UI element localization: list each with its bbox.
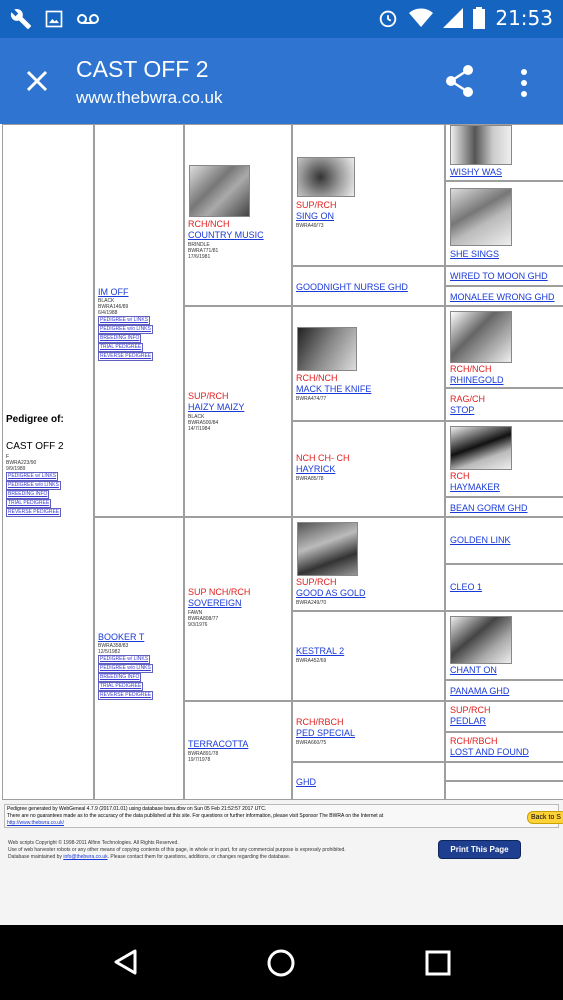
ancestor-cell [445,564,563,611]
sire-name-link[interactable]: IM OFF [98,287,129,297]
dog-name-link[interactable]: GOODNIGHT NURSE GHD [296,282,408,292]
reverse-pedigree-link[interactable]: REVERSE PEDIGREE [100,692,152,699]
maintained-prefix: Database maintained by [8,854,62,860]
status-bar [0,0,563,38]
dog-title: RCH/NCH [450,364,492,374]
dam-date: 12/5/1982 [98,649,121,655]
print-page-button[interactable]: Print This Page [438,840,521,859]
ancestor-cell [445,286,563,306]
web-content [0,124,563,925]
dog-title: SUP/RCH [296,200,337,210]
dog-date: 17/6/1981 [188,254,211,260]
great-grandparent-cell [292,124,445,266]
dog-reg: BWRA85/78 [296,476,324,482]
generated-line: Pedigree generated by WebGeneal 4.7.9 (2017.01.01) using database bwra.dbw on Sun 05 Feb 21:52:57 2017 UTC. [7,806,267,812]
dog-reg: BWRA500/84 [188,420,219,426]
dog-name-link[interactable]: PED SPECIAL [296,728,356,738]
ancestor-cell [445,497,563,517]
alarm-icon [377,7,399,29]
subject-date: 9/9/1989 [6,466,26,472]
great-grandparent-cell [292,611,445,701]
subject-cell [2,124,94,800]
dog-name-link[interactable]: BEAN GORM GHD [450,503,528,513]
dog-title: RCH [450,471,470,481]
great-grandparent-cell [292,517,445,611]
dog-name-link[interactable]: HAYRICK [296,464,336,474]
sire-cell [94,124,184,517]
great-grandparent-cell [292,306,445,421]
dog-title: NCH CH- CH [296,453,350,463]
wifi-icon [409,8,433,28]
breeding-info-link[interactable]: BREEDING INFO [8,491,48,498]
dog-name-link[interactable]: SOVEREIGN [188,598,242,608]
pedigree-with-links-link[interactable]: PEDIGREE w/ LINKS [100,317,149,323]
back-button[interactable]: Back to S [527,811,563,824]
maintainer-email-link[interactable]: info@thebwra.co.uk [63,854,108,860]
dog-name-link[interactable]: TERRACOTTA [188,739,249,749]
dog-color: BLACK [188,414,205,420]
dog-name-link[interactable]: CHANT ON [450,665,497,675]
battery-icon [473,7,485,29]
subject-reg: BWRA223/90 [6,460,37,466]
dog-reg: BWRA452/69 [296,658,327,664]
guarantee-line: There are no guarantees made as to the accuracy of the data published at this site. For questions or further information, please visit Sponsor The BWRA on the Internet at [7,813,384,819]
share-icon[interactable] [444,64,476,98]
sire-color: BLACK [98,298,115,304]
site-link[interactable]: http://www.thebwra.co.uk/ [7,820,64,826]
ancestor-cell [445,781,563,800]
dog-name-link[interactable]: PEDLAR [450,716,487,726]
dog-color: FAWN [188,610,203,616]
ancestor-cell [445,266,563,286]
back-icon[interactable] [112,948,138,976]
dog-title: SUP NCH/RCH [188,587,251,597]
great-grandparent-cell [292,266,445,306]
dog-title: RAG/CH [450,394,486,404]
dog-title: SUP/RCH [450,705,491,715]
grandparent-cell [184,701,292,800]
grandparent-cell [184,517,292,701]
trial-pedigree-link[interactable]: TRIAL PEDIGREE [100,683,142,690]
dog-name-link[interactable]: SING ON [296,211,335,221]
maintained-text [8,854,290,860]
trial-pedigree-link[interactable]: TRIAL PEDIGREE [100,344,142,351]
dam-reg: BWRA358/83 [98,643,129,649]
image-icon [44,9,64,29]
great-grandparent-cell [292,421,445,517]
ancestor-cell [445,701,563,732]
dog-photo [297,157,355,197]
dog-title: SUP/RCH [296,577,337,587]
grandparent-cell [184,124,292,306]
ancestor-cell [445,388,563,421]
robots-text: Use of web harvester robots or any other means of copying contents of this page, in whole or in part, for any commercial purpose is expressly prohibited. [8,847,346,853]
great-grandparent-cell [292,762,445,800]
ancestor-cell [445,517,563,564]
dam-links [98,655,153,700]
dog-name-link[interactable]: HAYMAKER [450,482,500,492]
home-icon[interactable] [266,948,296,978]
ancestor-cell [445,306,563,388]
sire-reg: BWRA146/89 [98,304,129,310]
clock: 21:53 [495,6,553,30]
pedigree-without-links-link[interactable]: PEDIGREE w/o LINKS [100,326,151,333]
sire-date: 6/4/1988 [98,310,118,316]
ancestor-cell [445,124,563,181]
dog-reg: BWRA249/70 [296,600,327,606]
dog-photo [450,311,512,363]
dog-name-link[interactable]: GOLDEN LINK [450,535,511,545]
wrench-icon [10,8,32,30]
dog-photo [297,522,358,576]
dog-date: 19/7/1978 [188,757,211,763]
dog-name-link[interactable]: SHE SINGS [450,249,500,259]
pedigree-with-links-link[interactable]: PEDIGREE w/ LINKS [8,473,57,479]
dog-reg: BWRA771/81 [188,248,219,254]
dam-name-link[interactable]: BOOKER T [98,632,145,642]
dog-name-link[interactable]: RHINEGOLD [450,375,504,385]
close-icon[interactable] [22,66,52,96]
ancestor-cell [445,181,563,266]
dog-name-link[interactable]: LOST AND FOUND [450,747,529,757]
dog-reg: BWRA891/78 [188,751,219,757]
recents-icon[interactable] [425,950,451,976]
dog-name-link[interactable]: GOOD AS GOLD [296,588,366,598]
dog-name-link[interactable]: STOP [450,405,475,415]
dog-photo [450,616,512,664]
dog-date: 14/7/1984 [188,426,211,432]
more-vert-icon[interactable] [518,68,530,98]
page-title: CAST OFF 2 [76,56,209,82]
ancestor-cell [445,680,563,701]
reverse-pedigree-link[interactable]: REVERSE PEDIGREE [100,353,152,360]
dog-reg: BWRA474/77 [296,396,327,402]
pedigree-without-links-link[interactable]: PEDIGREE w/o LINKS [8,482,59,489]
dog-name-link[interactable]: MACK THE KNIFE [296,384,372,394]
dog-photo [450,125,512,165]
pedigree-with-links-link[interactable]: PEDIGREE w/ LINKS [100,656,149,662]
great-grandparent-cell [292,701,445,762]
dog-name-link[interactable]: COUNTRY MUSIC [188,230,264,240]
dog-date: 9/3/1976 [188,622,208,628]
dog-photo [297,327,357,371]
dog-name-link[interactable]: KESTRAL 2 [296,646,345,656]
subject-name: CAST OFF 2 [6,441,64,452]
dog-name-link[interactable]: HAIZY MAIZY [188,402,245,412]
reverse-pedigree-link[interactable]: REVERSE PEDIGREE [8,509,60,516]
ancestor-cell [445,421,563,497]
breeding-info-link[interactable]: BREEDING INFO [100,674,140,681]
app-bar [0,38,563,124]
trial-pedigree-link[interactable]: TRIAL PEDIGREE [8,500,50,507]
signal-icon [443,8,463,28]
maintained-suffix: . Please contact them for questions, additions, or changes regarding the database. [107,854,291,860]
dam-cell [94,517,184,800]
dog-name-link[interactable]: GHD [296,777,316,787]
sire-links [98,316,153,361]
dog-title: RCH/NCH [188,219,230,229]
pedigree-without-links-link[interactable]: PEDIGREE w/o LINKS [100,665,151,672]
dog-photo [450,426,512,470]
ancestor-cell [445,732,563,762]
dog-reg: BWRA660/75 [296,740,327,746]
dog-reg: BWRA49/73 [296,223,324,229]
navigation-bar [0,925,563,1000]
dog-title: RCH/RBCH [450,736,498,746]
voicemail-icon [76,11,100,27]
ancestor-cell [445,762,563,781]
dog-name-link[interactable]: PANAMA GHD [450,686,510,696]
dog-title: SUP/RCH [188,391,229,401]
page-url: www.thebwra.co.uk [76,88,223,107]
subject-sex: F [6,454,10,460]
grandparent-cell [184,306,292,517]
dog-color: BRINDLE [188,242,210,248]
breeding-info-link[interactable]: BREEDING INFO [100,335,140,342]
generation-info-box [4,804,559,828]
dog-photo [450,188,512,246]
dog-title: RCH/NCH [296,373,338,383]
pedigree-of-label: Pedigree of: [6,414,64,425]
page-footer [0,800,563,925]
dog-photo [189,165,250,217]
copyright-text: Web scripts Copyright © 1998-2011 Alfinn Technologies. All Rights Reserved. [8,840,179,846]
dog-name-link[interactable]: CLEO 1 [450,582,483,592]
dog-name-link[interactable]: WISHY WAS [450,167,503,177]
ancestor-cell [445,611,563,680]
dog-name-link[interactable]: MONALEE WRONG GHD [450,292,555,302]
dog-name-link[interactable]: WIRED TO MOON GHD [450,271,548,281]
dog-title: RCH/RBCH [296,717,344,727]
dog-reg: BWRA808/77 [188,616,219,622]
subject-links [6,472,61,517]
